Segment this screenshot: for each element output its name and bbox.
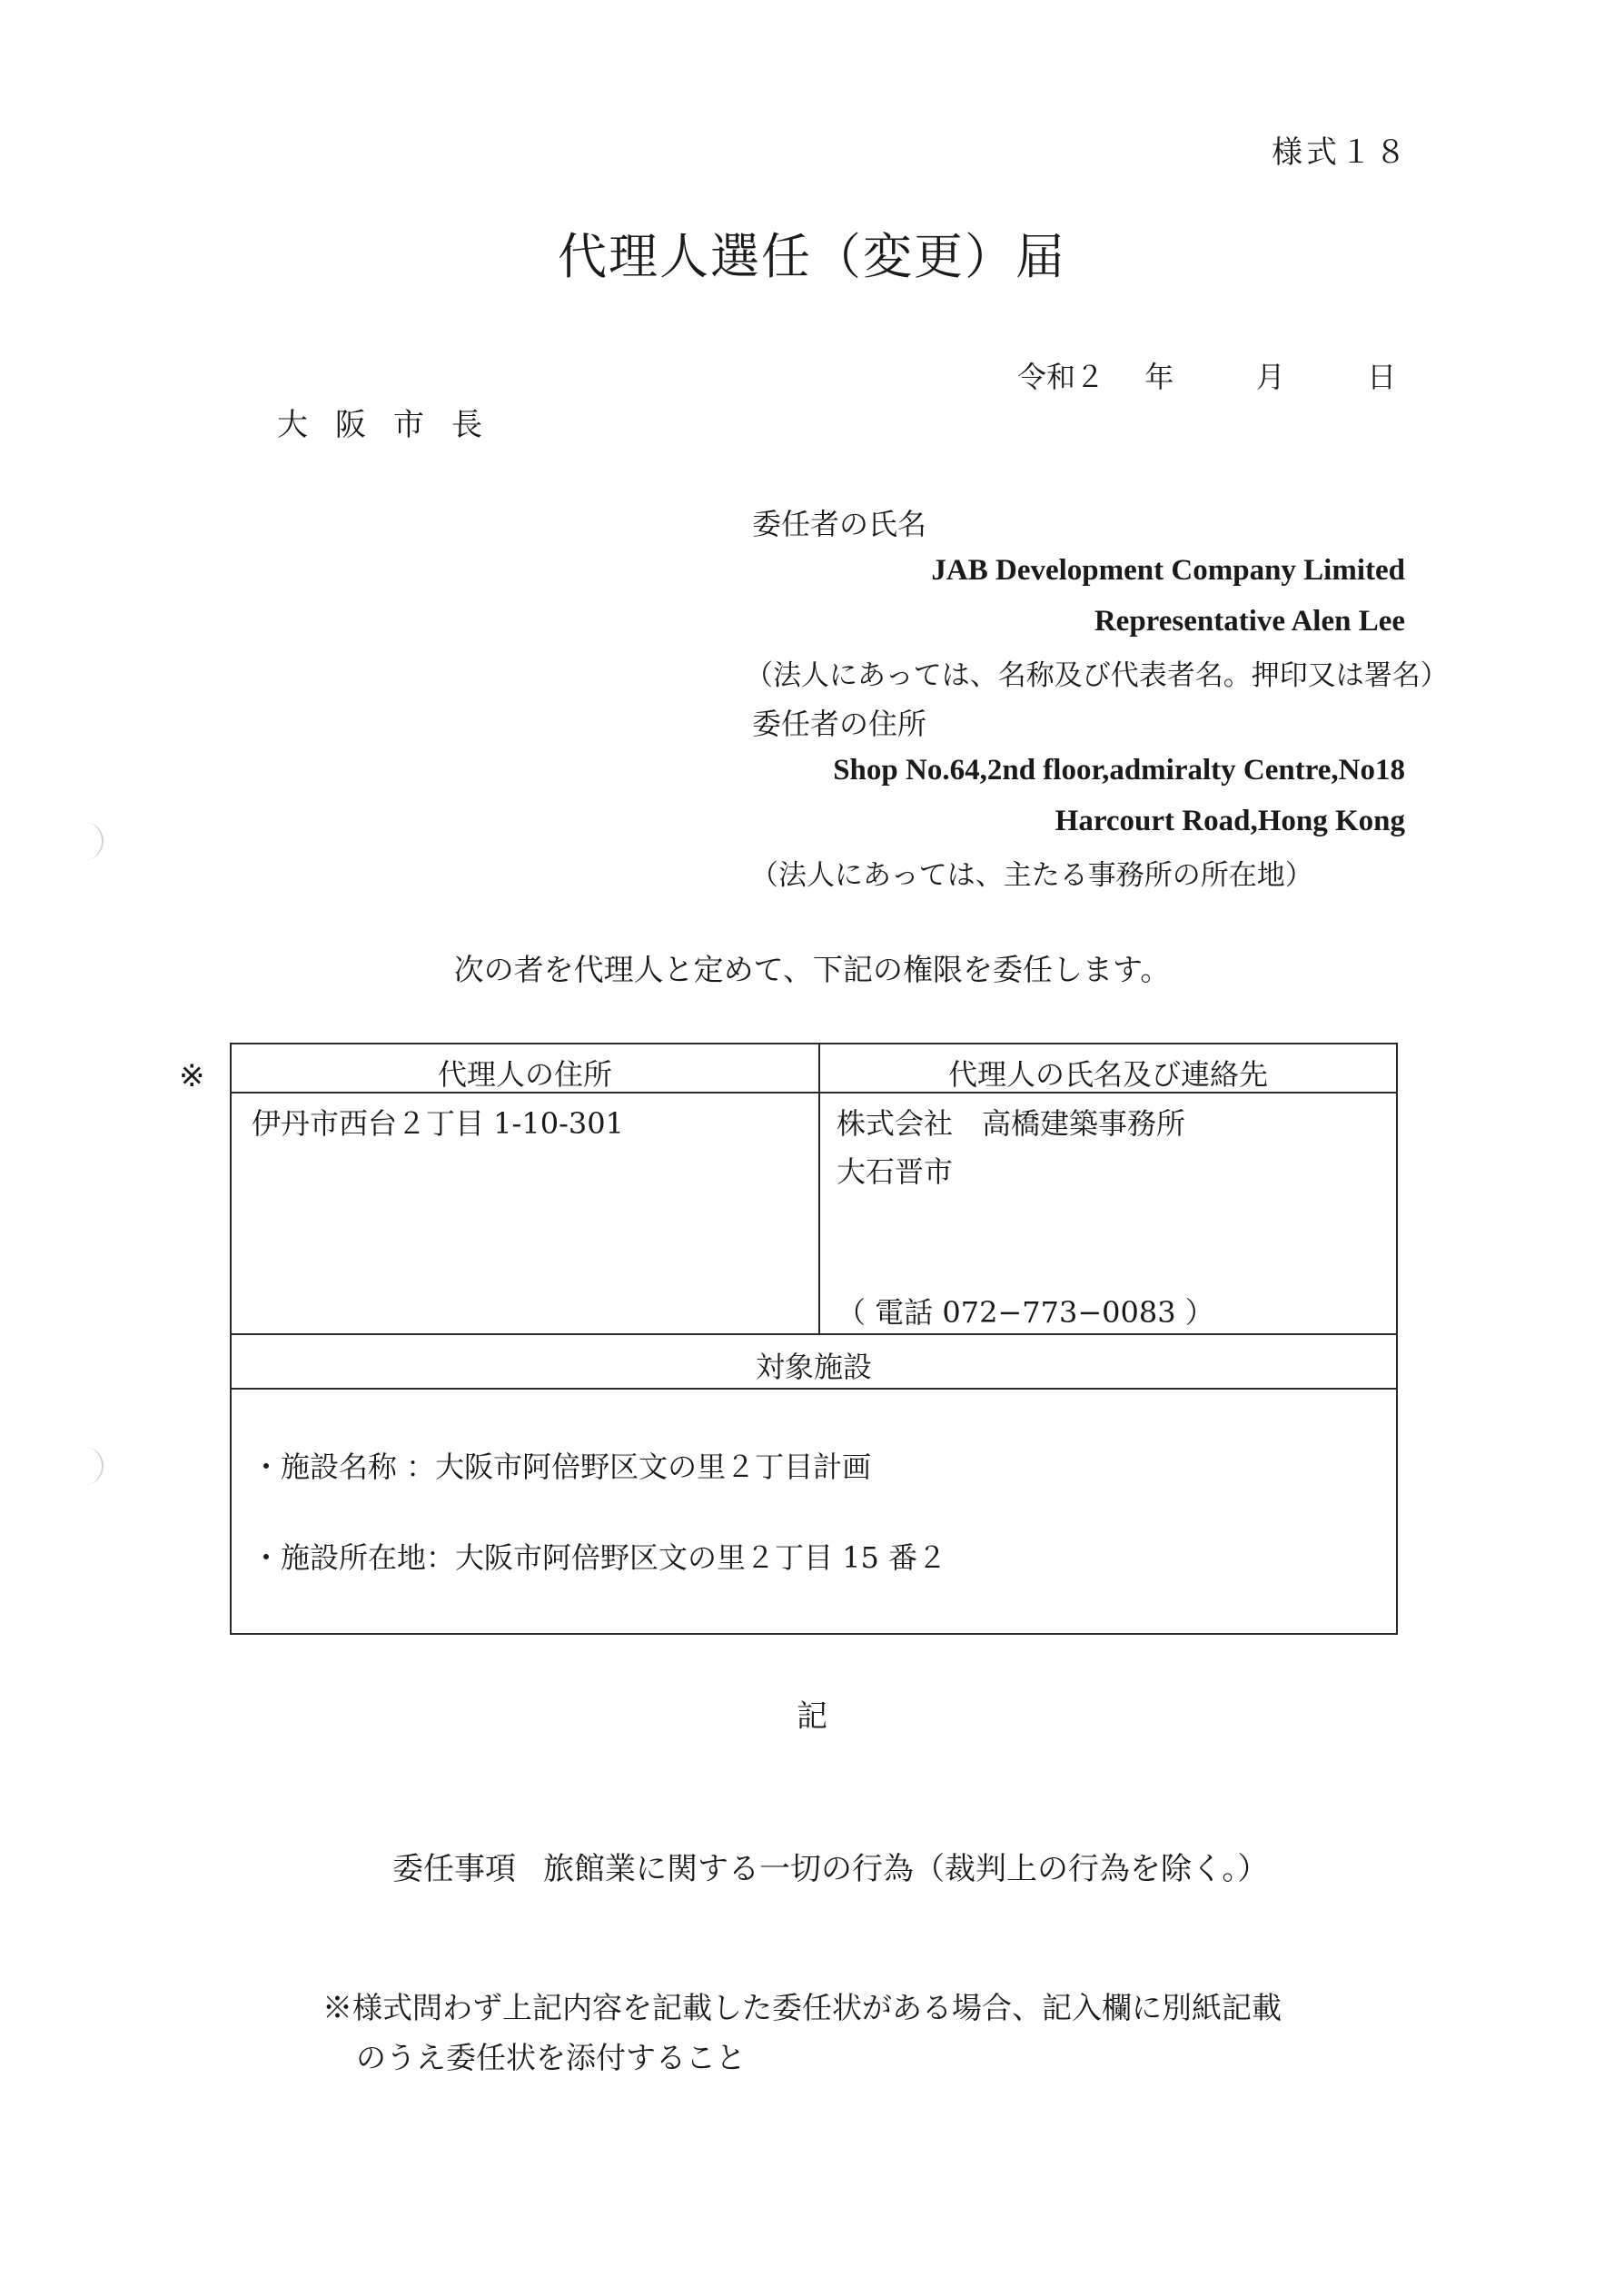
delegated-matters-label: 委任事項 <box>392 1851 516 1887</box>
delegated-matters-text: 旅館業に関する一切の行為（裁判上の行為を除く。） <box>543 1851 1269 1887</box>
delegation-statement: 次の者を代理人と定めて、下記の権限を委任します。 <box>453 952 1171 987</box>
principal-name-label: 委任者の氏名 <box>752 507 927 541</box>
agent-company-value: 株式会社 高橋建築事務所 <box>837 1106 1186 1141</box>
date-era: 令和２ <box>1017 360 1105 394</box>
facility-header: 対象施設 <box>755 1350 872 1384</box>
date-month: 月 <box>1255 360 1285 394</box>
addressee: 大阪市長 <box>277 407 510 443</box>
punch-hole-mark <box>80 1447 104 1485</box>
agent-address-value: 伊丹市西台２丁目 1-10-301 <box>252 1106 624 1141</box>
principal-address-label: 委任者の住所 <box>752 707 927 741</box>
agent-name-value: 大石晋市 <box>837 1154 954 1189</box>
principal-name-note: （法人にあっては、名称及び代表者名。押印又は署名） <box>745 659 1449 692</box>
document-title: 代理人選任（変更）届 <box>558 228 1066 285</box>
agent-row-divider <box>232 1333 1396 1335</box>
principal-name-line2: Representative Alen Lee <box>1094 605 1405 638</box>
form-number: 様式１８ <box>1272 134 1410 171</box>
footer-note-line2: のうえ委任状を添付すること <box>356 2040 746 2075</box>
principal-address-note: （法人にあっては、主たる事務所の所在地） <box>750 859 1313 892</box>
footer-note-line1: ※様式問わず上記内容を記載した委任状がある場合、記入欄に別紙記載 <box>322 1990 1282 2025</box>
ki-heading: 記 <box>797 1698 827 1735</box>
date-line <box>1017 354 1396 396</box>
reference-mark: ※ <box>179 1058 205 1094</box>
agent-table <box>230 1043 1398 1635</box>
agent-contact-header: 代理人の氏名及び連絡先 <box>947 1057 1268 1092</box>
date-day: 日 <box>1367 360 1397 394</box>
principal-address-line1: Shop No.64,2nd floor,admiralty Centre,No18 <box>833 754 1405 787</box>
principal-address-line2: Harcourt Road,Hong Kong <box>1055 805 1405 837</box>
principal-name-line1: JAB Development Company Limited <box>931 554 1405 587</box>
date-year: 年 <box>1144 360 1174 394</box>
punch-hole-mark <box>80 822 104 860</box>
facility-location-value: ・施設所在地：大阪市阿倍野区文の里２丁目 15 番２ <box>252 1540 947 1575</box>
facility-name-value: ・施設名称 ：大阪市阿倍野区文の里２丁目計画 <box>252 1450 872 1484</box>
agent-address-header: 代理人の住所 <box>437 1057 612 1092</box>
facility-header-divider <box>232 1388 1396 1390</box>
agent-phone-value: （ 電話 072−773−0083 ） <box>837 1295 1214 1330</box>
delegated-matters <box>392 1844 1268 1888</box>
